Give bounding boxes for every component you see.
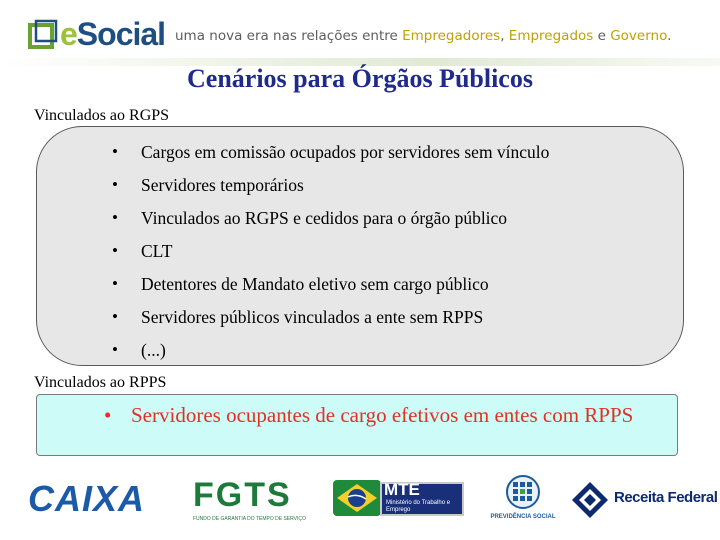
fgts-wordmark: FGTS <box>193 476 292 514</box>
mte-logo <box>332 476 468 520</box>
receita-federal-icon <box>570 480 610 520</box>
esocial-logo <box>26 14 166 56</box>
rgps-section-label: Vinculados ao RGPS <box>34 107 170 124</box>
fgts-logo <box>193 478 311 526</box>
rpps-list-item <box>104 402 664 428</box>
caixa-logo: CAIXA <box>28 478 146 519</box>
esocial-wordmark: eSocial <box>60 16 166 52</box>
footer-logos <box>0 470 720 532</box>
header <box>0 0 720 64</box>
bullet-icon: • <box>112 208 118 227</box>
list-item: • Servidores temporários <box>112 175 304 195</box>
previdencia-icon <box>485 474 561 514</box>
previdencia-wordmark: PREVIDÊNCIA SOCIAL <box>490 514 556 520</box>
list-item: • Servidores públicos vinculados a ente sem RPPS <box>112 307 484 327</box>
receita-federal-wordmark: Receita Federal <box>614 489 718 506</box>
bullet-icon: • <box>112 241 118 260</box>
list-item: • CLT <box>112 241 173 261</box>
rgps-list <box>112 140 549 371</box>
rpps-item-text: Servidores ocupantes de cargo efetivos em entes com RPPS <box>131 403 634 427</box>
bullet-icon: • <box>112 175 118 194</box>
list-item: • (...) <box>112 340 166 360</box>
brazil-flag-icon <box>332 476 382 520</box>
bullet-icon: • <box>104 403 112 427</box>
bullet-icon: • <box>112 142 118 161</box>
list-item: • Vinculados ao RGPS e cedidos para o órgão público <box>112 208 508 228</box>
receita-federal-logo <box>570 480 718 520</box>
bullet-icon: • <box>112 307 118 326</box>
esocial-square-icon <box>26 19 58 51</box>
previdencia-logo <box>485 474 561 528</box>
list-item: • Cargos em comissão ocupados por servidores sem vínculo <box>112 142 550 162</box>
page-title: Cenários para Órgãos Públicos <box>187 64 533 93</box>
mte-wordmark: MTE <box>384 480 420 499</box>
tagline: uma nova era nas relações entre Empregadores, Empregados e Governo. <box>175 28 672 44</box>
fgts-subtitle: FUNDO DE GARANTIA DO TEMPO DE SERVIÇO <box>193 516 306 522</box>
bullet-icon: • <box>112 274 118 293</box>
mte-subtitle: Ministério do Trabalho e Emprego <box>386 500 451 513</box>
list-item: • Detentores de Mandato eletivo sem cargo público <box>112 274 489 294</box>
rpps-section-label: Vinculados ao RPPS <box>34 374 167 391</box>
bullet-icon: • <box>112 340 118 359</box>
